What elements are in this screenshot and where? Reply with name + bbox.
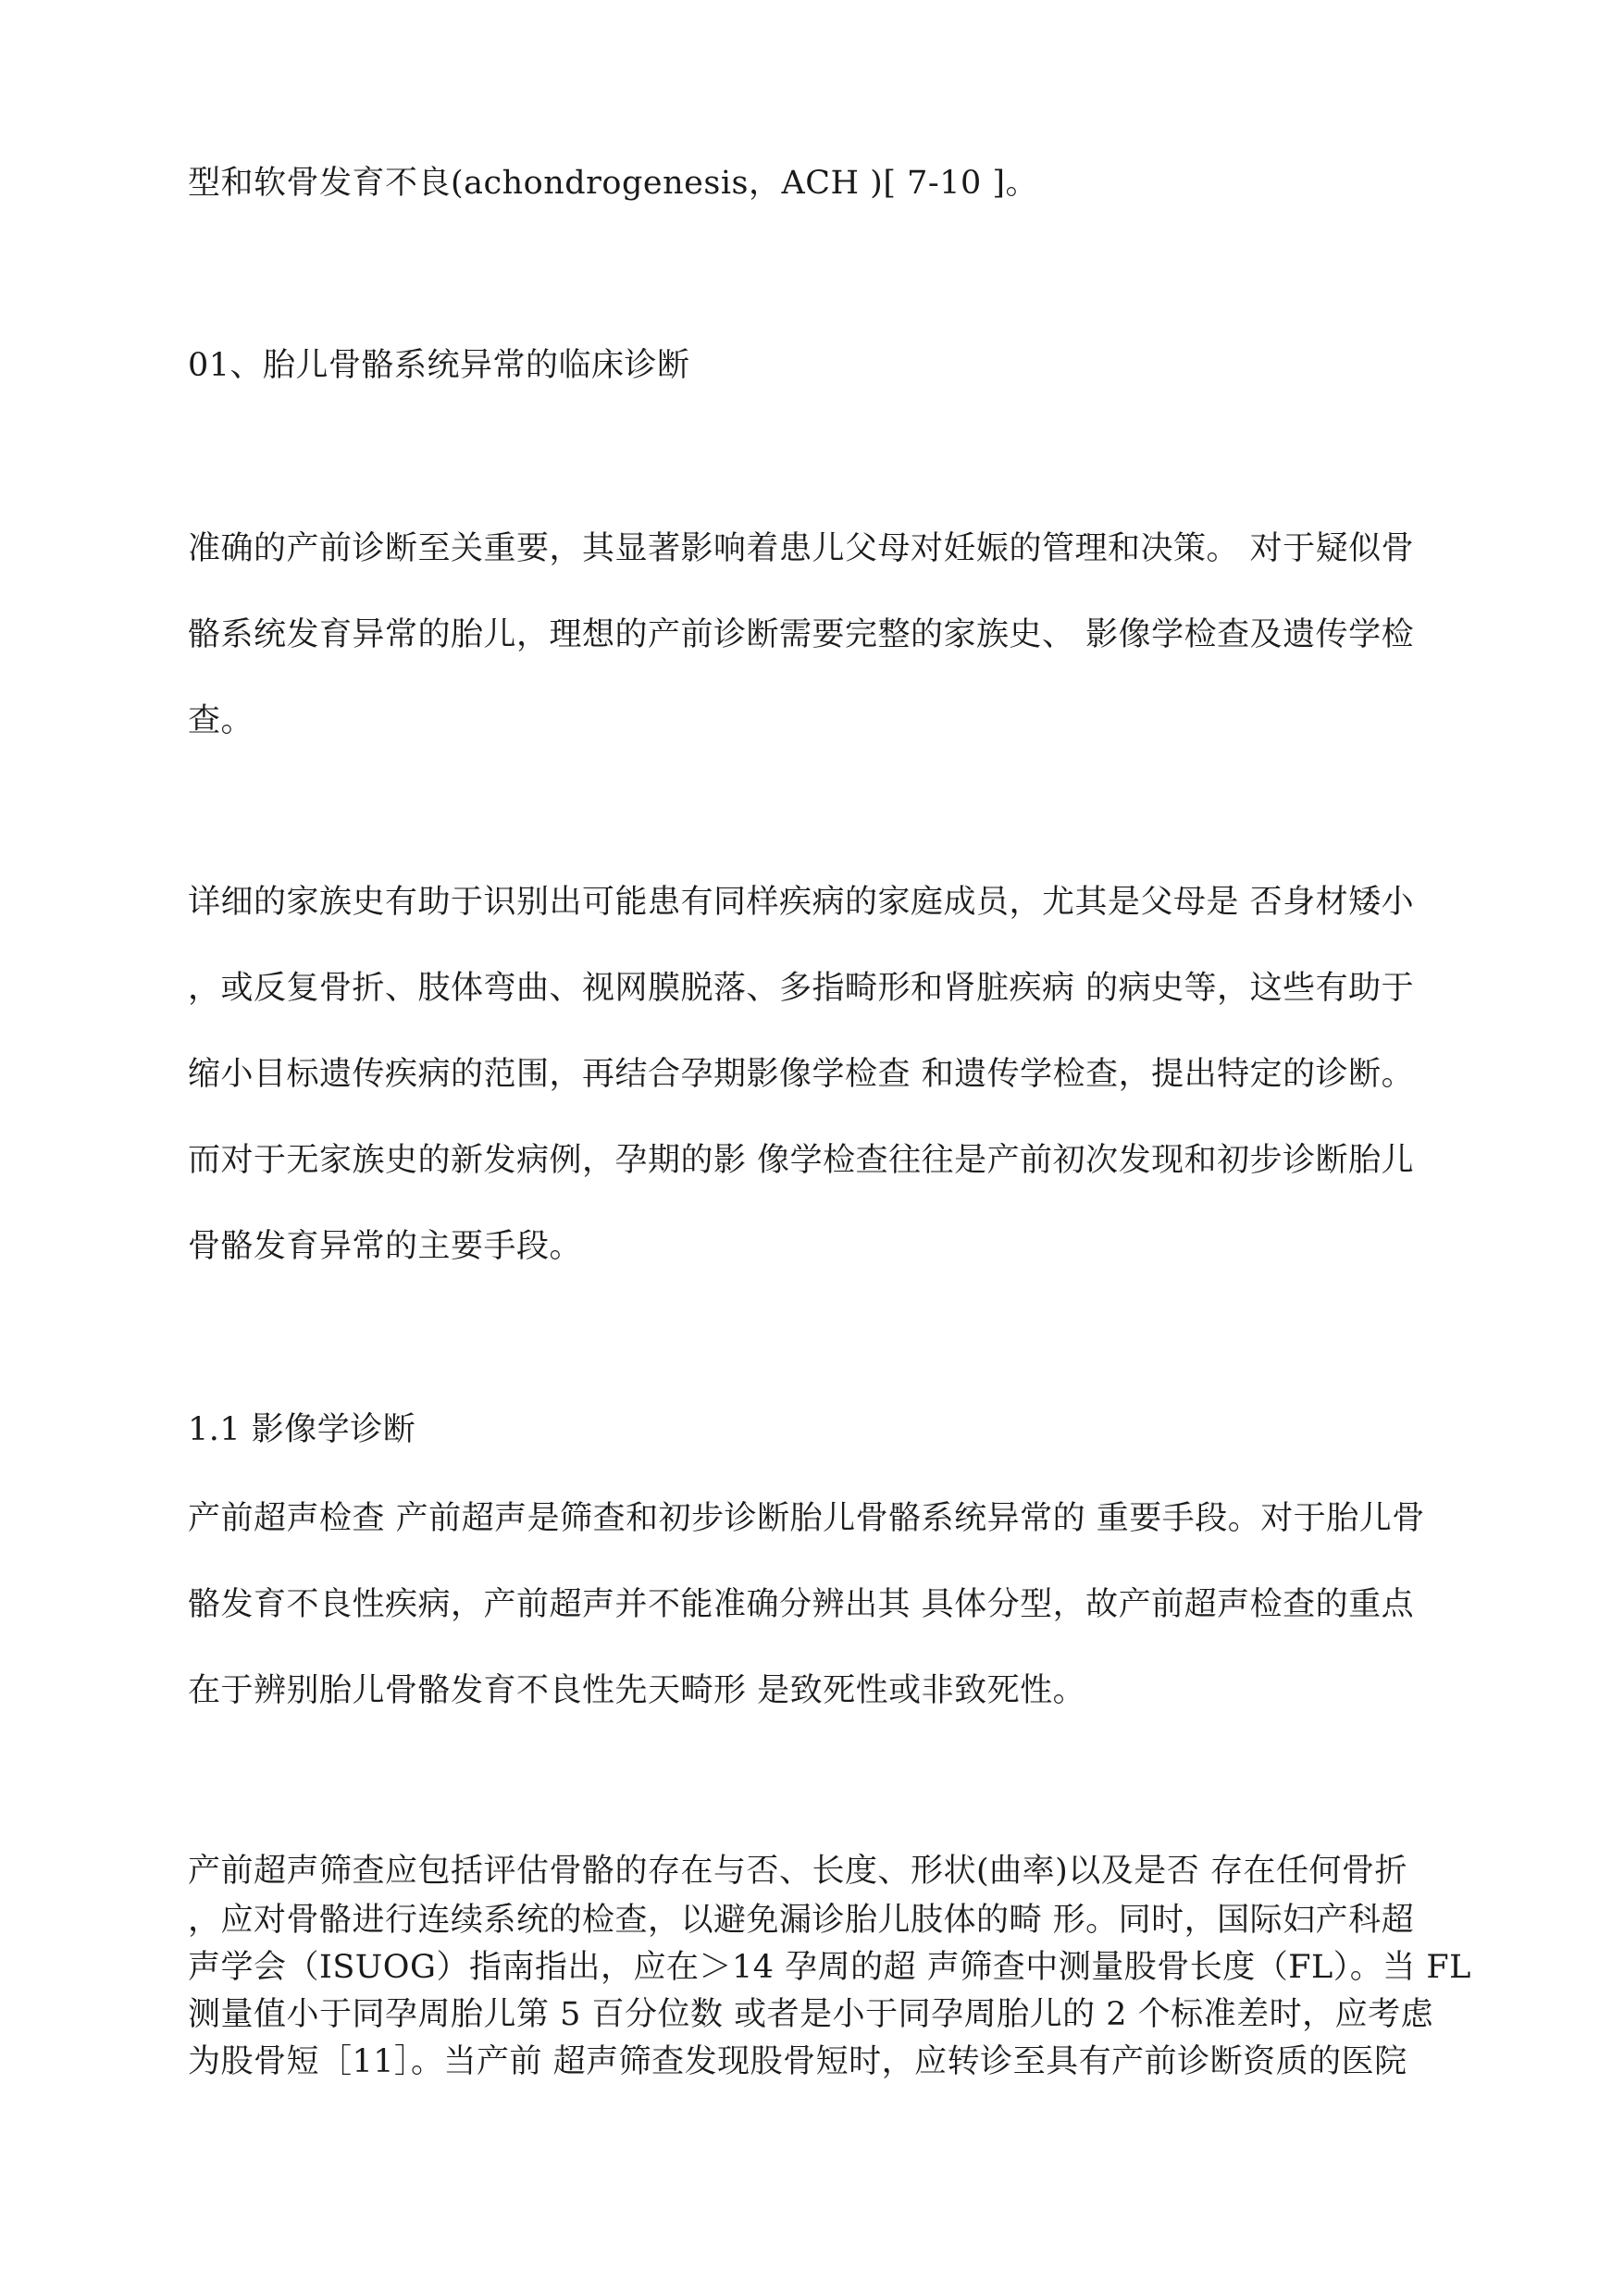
paragraph-line: 为股骨短［11］。当产前 超声筛查发现股骨短时，应转诊至具有产前诊断资质的医院 xyxy=(188,2043,1407,2080)
paragraph-line: 产前超声检查 产前超声是筛查和初步诊断胎儿骨骼系统异常的 重要手段。对于胎儿骨 xyxy=(188,1500,1425,1537)
paragraph-line: 产前超声筛查应包括评估骨骼的存在与否、长度、形状(曲率)以及是否 存在任何骨折 xyxy=(188,1853,1407,1890)
paragraph-line: 而对于无家族史的新发病例，孕期的影 像学检查往往是产前初次发现和初步诊断胎儿 xyxy=(188,1142,1415,1179)
paragraph-line: 准确的产前诊断至关重要，其显著影响着患儿父母对妊娠的管理和决策。 对于疑似骨 xyxy=(188,530,1415,567)
paragraph-line: 骼发育不良性疾病，产前超声并不能准确分辨出其 具体分型，故产前超声检查的重点 xyxy=(188,1586,1415,1623)
text-line-achondrogenesis: 型和软骨发育不良(achondrogenesis，ACH )[ 7-10 ]。 xyxy=(188,165,1039,202)
paragraph-line: 骨骼发育异常的主要手段。 xyxy=(188,1228,583,1265)
paragraph-line: 详细的家族史有助于识别出可能患有同样疾病的家庭成员，尤其是父母是 否身材矮小 xyxy=(188,884,1415,921)
section-heading-clinical-diagnosis: 01、胎儿骨骼系统异常的临床诊断 xyxy=(188,347,690,384)
paragraph-line: 在于辨别胎儿骨骼发育不良性先天畸形 是致死性或非致死性。 xyxy=(188,1672,1086,1709)
paragraph-line: 骼系统发育异常的胎儿，理想的产前诊断需要完整的家族史、 影像学检查及遗传学检 xyxy=(188,616,1415,653)
paragraph-line: 测量值小于同孕周胎儿第 5 百分位数 或者是小于同孕周胎儿的 2 个标准差时，应考虑 xyxy=(188,1996,1434,2033)
section-heading-imaging-diagnosis: 1.1 影像学诊断 xyxy=(188,1411,416,1448)
paragraph-line: 缩小目标遗传疾病的范围，再结合孕期影像学检查 和遗传学检查，提出特定的诊断。 xyxy=(188,1056,1415,1093)
paragraph-line: 查。 xyxy=(188,702,254,739)
paragraph-line: 声学会（ISUOG）指南指出，应在＞14 孕周的超 声筛查中测量股骨长度（FL）。当 FL xyxy=(188,1949,1471,1986)
paragraph-line: ，应对骨骼进行连续系统的检查，以避免漏诊胎儿肢体的畸 形。同时，国际妇产科超 xyxy=(188,1902,1415,1939)
paragraph-line: ，或反复骨折、肢体弯曲、视网膜脱落、多指畸形和肾脏疾病 的病史等，这些有助于 xyxy=(188,970,1415,1007)
